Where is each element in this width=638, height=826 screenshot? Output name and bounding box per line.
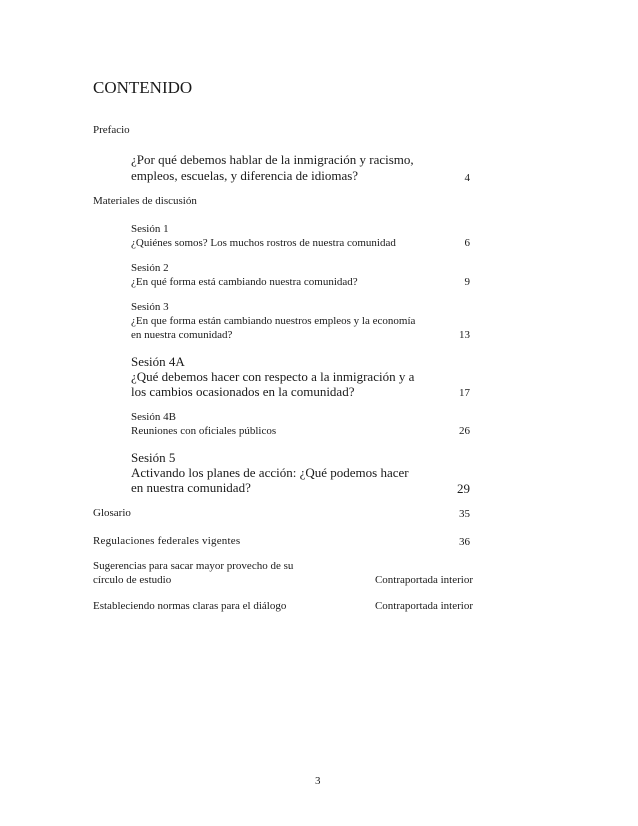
toc-section-sugerencias-line2: círculo de estudio bbox=[93, 574, 172, 586]
session-page: 17 bbox=[459, 387, 470, 399]
session-page: 9 bbox=[464, 276, 470, 288]
toc-section-glosario: Glosario bbox=[93, 507, 131, 519]
session-title-line2: en nuestra comunidad? bbox=[131, 480, 251, 495]
session-title-line1: Activando los planes de acción: ¿Qué podemos hacer bbox=[131, 465, 409, 480]
session-page: 29 bbox=[457, 481, 470, 496]
session-name: Sesión 4B bbox=[131, 411, 176, 423]
toc-section-materiales: Materiales de discusión bbox=[93, 195, 197, 207]
toc-section-sugerencias-line1: Sugerencias para sacar mayor provecho de su bbox=[93, 560, 294, 572]
session-name: Sesión 5 bbox=[131, 450, 176, 465]
toc-page-sugerencias: Contraportada interior bbox=[374, 574, 473, 586]
session-name: Sesión 2 bbox=[131, 262, 169, 274]
session-title: Reuniones con oficiales públicos bbox=[131, 425, 277, 437]
session-name: Sesión 1 bbox=[131, 223, 169, 235]
session-title-line2: los cambios ocasionados en la comunidad? bbox=[131, 384, 355, 399]
session-title: ¿En qué forma está cambiando nuestra comunidad? bbox=[131, 276, 358, 288]
session-name: Sesión 4A bbox=[131, 354, 185, 369]
toc-page-normas: Contraportada interior bbox=[374, 600, 473, 612]
page-number: 3 bbox=[315, 775, 321, 787]
toc-section-prefacio: Prefacio bbox=[93, 124, 130, 136]
session-name: Sesión 3 bbox=[131, 301, 169, 313]
session-page: 6 bbox=[464, 237, 470, 249]
toc-page-regulaciones: 36 bbox=[459, 536, 470, 548]
session-page: 13 bbox=[459, 329, 470, 341]
page-title: CONTENIDO bbox=[93, 78, 193, 97]
toc-entry-prefacio-line2: empleos, escuelas, y diferencia de idiomas? bbox=[131, 168, 359, 183]
toc-page-glosario: 35 bbox=[459, 508, 470, 520]
toc-entry-prefacio-line1: ¿Por qué debemos hablar de la inmigración y racismo, bbox=[131, 152, 414, 167]
session-title-line1: ¿Qué debemos hacer con respecto a la inmigración y a bbox=[131, 369, 415, 384]
toc-section-regulaciones: Regulaciones federales vigentes bbox=[93, 535, 241, 547]
toc-page-prefacio: 4 bbox=[464, 172, 470, 184]
session-title-line2: en nuestra comunidad? bbox=[131, 329, 233, 341]
session-title: ¿Quiénes somos? Los muchos rostros de nuestra comunidad bbox=[131, 237, 396, 249]
session-title-line1: ¿En que forma están cambiando nuestros empleos y la economía bbox=[131, 315, 416, 327]
session-page: 26 bbox=[459, 425, 470, 437]
toc-section-normas: Estableciendo normas claras para el diálogo bbox=[93, 600, 287, 612]
